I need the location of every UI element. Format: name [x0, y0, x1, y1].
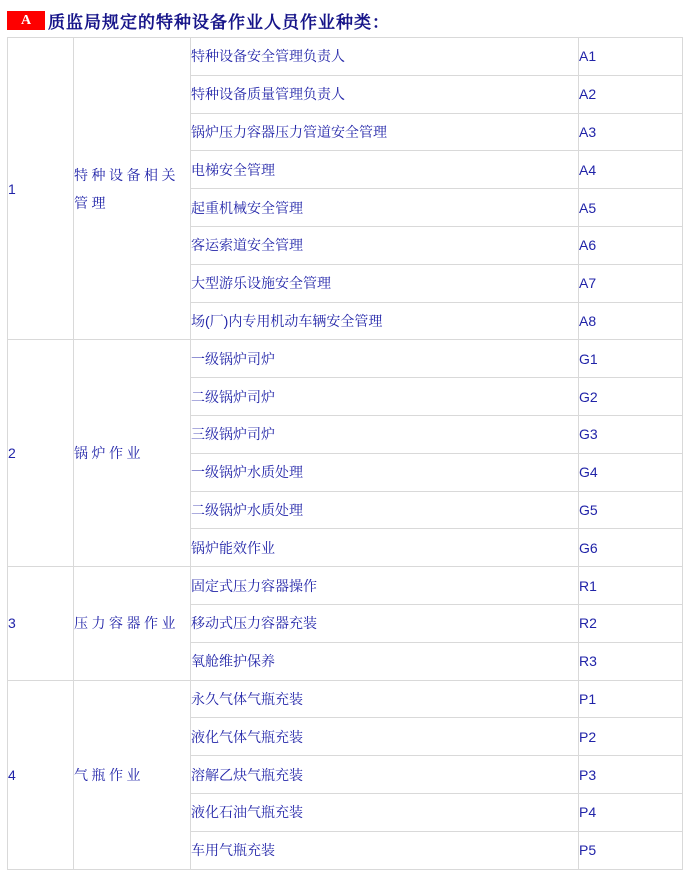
section-number-cell: 4	[8, 680, 74, 869]
job-name-cell: 特种设备安全管理负责人	[191, 38, 579, 76]
job-name-cell: 三级锅炉司炉	[191, 415, 579, 453]
code-cell: G4	[579, 453, 683, 491]
job-name-cell: 电梯安全管理	[191, 151, 579, 189]
job-name-cell: 车用气瓶充装	[191, 831, 579, 869]
section-number-cell: 3	[8, 567, 74, 680]
job-name-cell: 场(厂)内专用机动车辆安全管理	[191, 302, 579, 340]
code-cell: P1	[579, 680, 683, 718]
job-name-cell: 移动式压力容器充装	[191, 604, 579, 642]
code-cell: A3	[579, 113, 683, 151]
code-cell: G2	[579, 378, 683, 416]
job-name-cell: 溶解乙炔气瓶充装	[191, 756, 579, 794]
job-name-cell: 一级锅炉水质处理	[191, 453, 579, 491]
job-name-cell: 固定式压力容器操作	[191, 567, 579, 605]
code-cell: A1	[579, 38, 683, 76]
table-row	[8, 567, 683, 605]
page-title: 质监局规定的特种设备作业人员作业种类：	[48, 13, 390, 32]
job-name-cell: 液化石油气瓶充装	[191, 793, 579, 831]
category-cell: 气瓶作业	[74, 680, 191, 869]
code-cell: G5	[579, 491, 683, 529]
job-name-cell: 大型游乐设施安全管理	[191, 264, 579, 302]
job-name-cell: 起重机械安全管理	[191, 189, 579, 227]
code-cell: R3	[579, 642, 683, 680]
section-number-cell: 2	[8, 340, 74, 567]
code-cell: P4	[579, 793, 683, 831]
table-row	[8, 340, 683, 378]
job-name-cell: 锅炉能效作业	[191, 529, 579, 567]
code-cell: A8	[579, 302, 683, 340]
code-cell: P5	[579, 831, 683, 869]
code-cell: A6	[579, 226, 683, 264]
page-header	[7, 8, 390, 33]
section-marker-badge: A	[7, 11, 45, 30]
job-name-cell: 二级锅炉司炉	[191, 378, 579, 416]
category-cell: 压力容器作业	[74, 567, 191, 680]
code-cell: A4	[579, 151, 683, 189]
section-number-cell: 1	[8, 38, 74, 340]
code-cell: G6	[579, 529, 683, 567]
code-cell: A7	[579, 264, 683, 302]
code-cell: R1	[579, 567, 683, 605]
code-cell: P3	[579, 756, 683, 794]
code-cell: G1	[579, 340, 683, 378]
job-name-cell: 特种设备质量管理负责人	[191, 75, 579, 113]
job-name-cell: 锅炉压力容器压力管道安全管理	[191, 113, 579, 151]
code-cell: A2	[579, 75, 683, 113]
job-name-cell: 二级锅炉水质处理	[191, 491, 579, 529]
job-name-cell: 氧舱维护保养	[191, 642, 579, 680]
code-cell: R2	[579, 604, 683, 642]
job-name-cell: 一级锅炉司炉	[191, 340, 579, 378]
table-row	[8, 38, 683, 76]
job-name-cell: 客运索道安全管理	[191, 226, 579, 264]
code-cell: G3	[579, 415, 683, 453]
job-categories-table	[7, 37, 683, 870]
code-cell: P2	[579, 718, 683, 756]
code-cell: A5	[579, 189, 683, 227]
job-name-cell: 液化气体气瓶充装	[191, 718, 579, 756]
job-name-cell: 永久气体气瓶充装	[191, 680, 579, 718]
category-cell: 特种设备相关管理	[74, 38, 191, 340]
category-cell: 锅炉作业	[74, 340, 191, 567]
table-row	[8, 680, 683, 718]
